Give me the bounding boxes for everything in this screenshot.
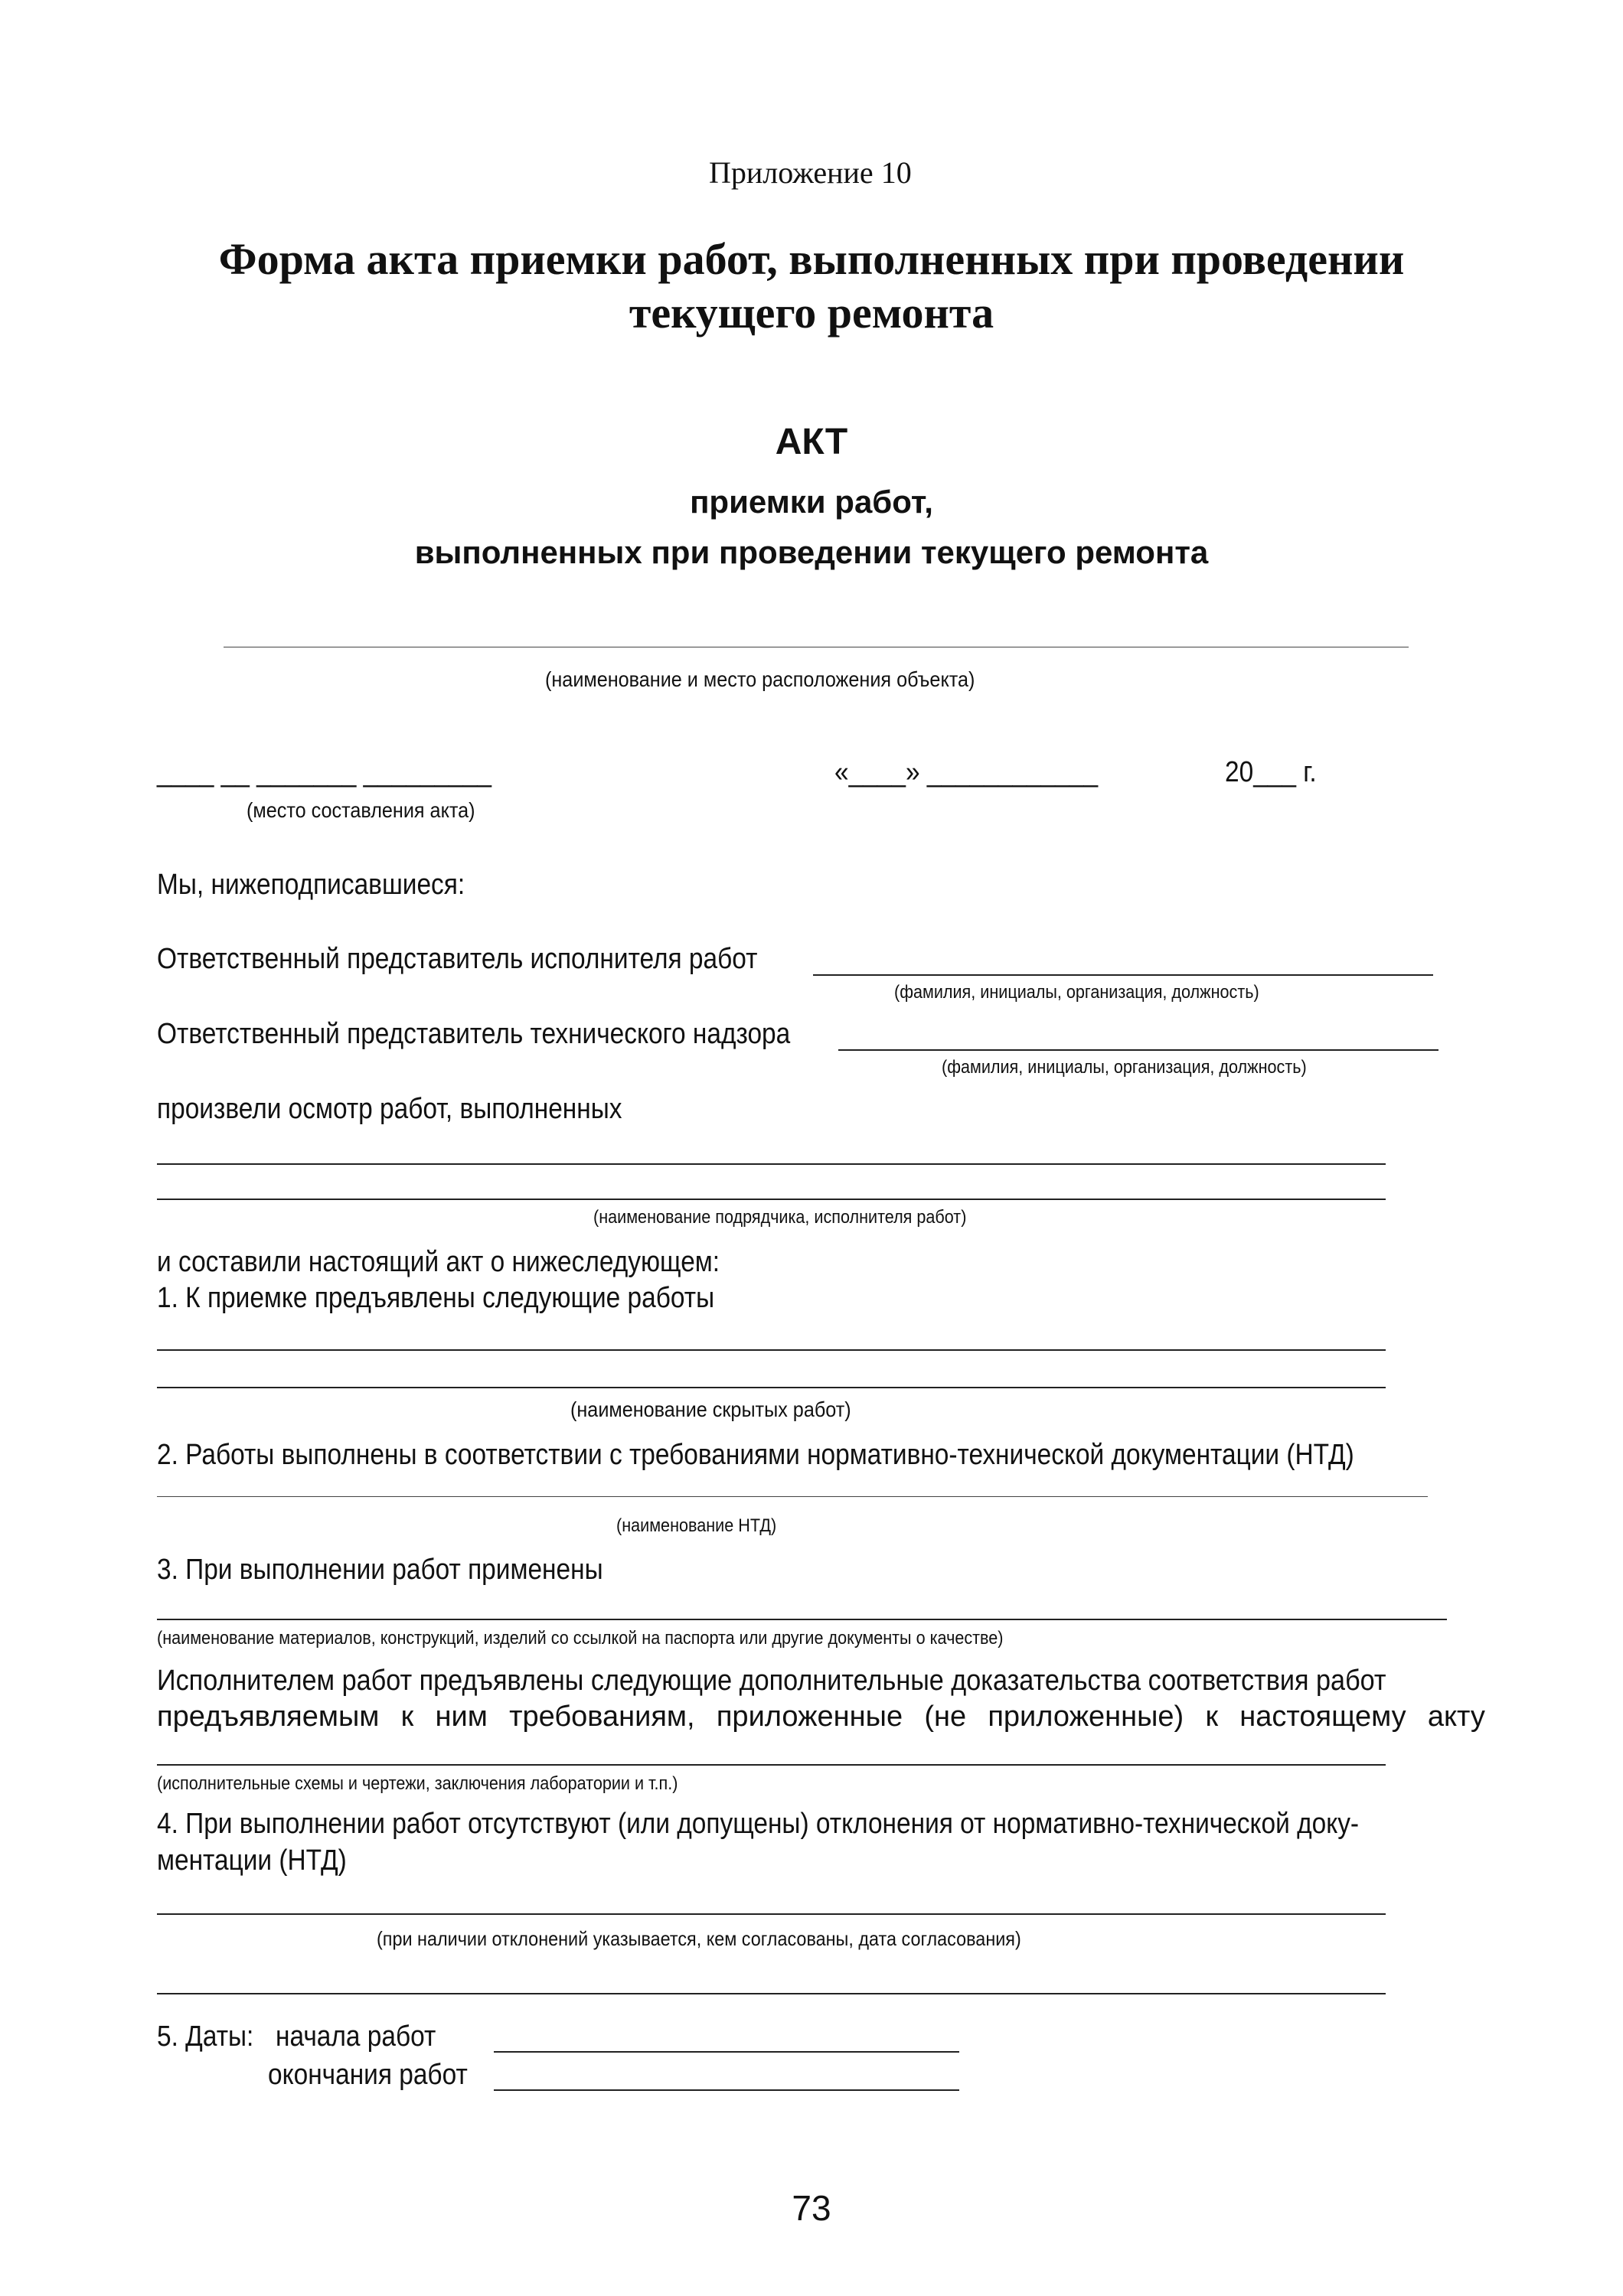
evidence-word: требованиям, (509, 1701, 695, 1733)
evidence-word: предъявляемым (157, 1701, 380, 1733)
ntd-name-line[interactable] (157, 1496, 1428, 1497)
appendix-label: Приложение 10 (709, 155, 912, 190)
object-name-caption: (наименование и место расположения объекта) (545, 667, 975, 691)
deviation-line-1[interactable] (157, 1913, 1386, 1915)
evidence-word: настоящему (1239, 1701, 1406, 1733)
item-4-line-1: 4. При выполнении работ отсутствуют (или допущены) отклонения от нормативно-технической доку- (157, 1808, 1360, 1840)
date-blank[interactable]: «____» ____________ (834, 756, 1099, 788)
evidence-word: ним (435, 1701, 488, 1733)
item-1-text: 1. К приемке предъявлены следующие работы (157, 1282, 715, 1314)
hidden-works-caption: (наименование скрытых работ) (570, 1397, 851, 1421)
start-date-line[interactable] (494, 2051, 959, 2053)
end-date-line[interactable] (494, 2089, 959, 2091)
evidence-line-1: Исполнителем работ предъявлены следующие дополнительные доказательства соответствия работ (157, 1665, 1386, 1697)
start-date-label: начала работ (276, 2020, 436, 2053)
end-date-label: окончания работ (268, 2059, 468, 2091)
act-subtitle-line1: приемки работ, (690, 484, 933, 520)
hidden-works-line-2[interactable] (157, 1387, 1386, 1388)
item-5-label: 5. Даты: (157, 2020, 254, 2053)
contractor-name-line-1[interactable] (157, 1163, 1386, 1165)
inspected-text: произвели осмотр работ, выполненных (157, 1093, 622, 1125)
ntd-caption: (наименование НТД) (616, 1515, 777, 1536)
contractor-rep-label: Ответственный представитель исполнителя работ (157, 943, 758, 975)
evidence-caption: (исполнительные схемы и чертежи, заключения лаборатории и т.п.) (157, 1773, 678, 1794)
supervision-rep-caption: (фамилия, инициалы, организация, должность) (942, 1057, 1307, 1078)
year-blank[interactable]: 20___ г. (1225, 756, 1317, 788)
deviation-line-2[interactable] (157, 1993, 1386, 1994)
act-title: АКТ (775, 422, 848, 462)
materials-line[interactable] (157, 1619, 1447, 1620)
contractor-name-line-2[interactable] (157, 1199, 1386, 1200)
contractor-rep-line[interactable] (813, 974, 1433, 976)
place-blanks[interactable]: ____ __ _______ _________ (157, 756, 492, 788)
evidence-word: к (1205, 1701, 1219, 1733)
supervision-rep-line[interactable] (838, 1049, 1438, 1051)
evidence-word: акту (1427, 1701, 1485, 1733)
item-3-text: 3. При выполнении работ применены (157, 1554, 603, 1586)
item-2-text: 2. Работы выполнены в соответствии с требованиями нормативно-технической документации (НТД) (157, 1439, 1354, 1471)
supervision-rep-label: Ответственный представитель технического надзора (157, 1018, 791, 1050)
contractor-name-caption: (наименование подрядчика, исполнителя работ) (593, 1207, 967, 1228)
evidence-word: (не (924, 1701, 967, 1733)
evidence-line-2 (157, 1701, 1485, 1733)
materials-caption: (наименование материалов, конструкций, изделий со ссылкой на паспорта или другие документы о качестве) (157, 1628, 1004, 1649)
hidden-works-line-1[interactable] (157, 1349, 1386, 1351)
item-4-line-2: ментации (НТД) (157, 1844, 347, 1877)
evidence-word: к (400, 1701, 414, 1733)
act-subtitle-line2: выполненных при проведении текущего ремонта (414, 534, 1209, 570)
evidence-word: приложенные (716, 1701, 903, 1733)
contractor-rep-caption: (фамилия, инициалы, организация, должность) (894, 982, 1259, 1003)
page-number: 73 (792, 2188, 831, 2228)
signatories-intro: Мы, нижеподписавшиеся: (157, 869, 465, 901)
document-title-line1: Форма акта приемки работ, выполненных при проведении (218, 234, 1405, 284)
document-title-line2: текущего ремонта (629, 288, 994, 338)
evidence-word: приложенные) (988, 1701, 1184, 1733)
evidence-line[interactable] (157, 1764, 1386, 1766)
place-caption: (место составления акта) (247, 798, 475, 822)
deviation-caption: (при наличии отклонений указывается, кем согласованы, дата согласования) (377, 1927, 1021, 1950)
compiled-text: и составили настоящий акт о нижеследующем: (157, 1246, 720, 1278)
